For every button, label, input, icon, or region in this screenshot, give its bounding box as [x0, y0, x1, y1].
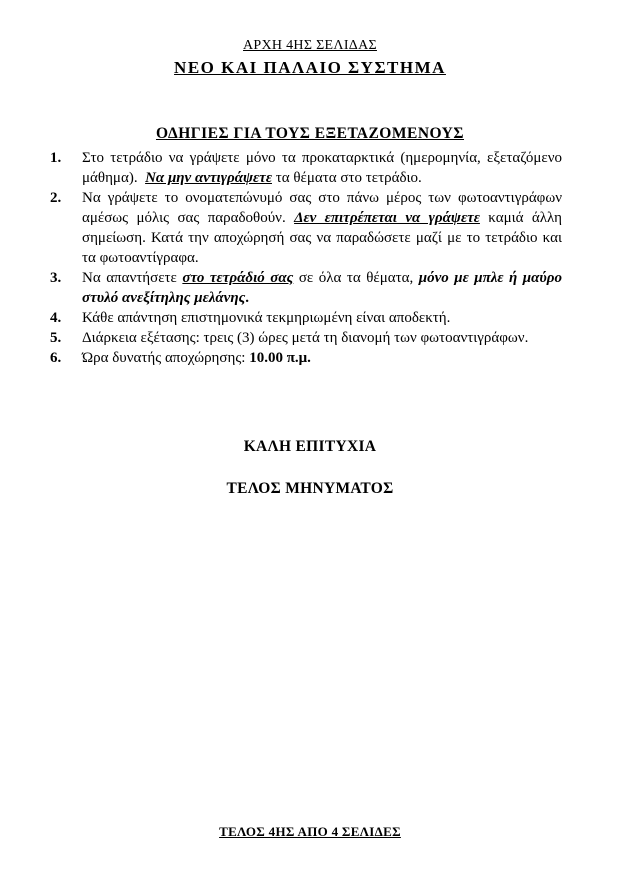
item-text: Διάρκεια εξέτασης: τρεις (3) ώρες μετά τη διανομή των φωτοαντιγράφων. — [82, 330, 529, 346]
item-emphasis: Να μην αντιγράψετε — [145, 170, 272, 186]
item-text: Ώρα δυνατής αποχώρησης: — [82, 350, 246, 366]
item-text: Κάθε απάντηση επιστημονικά τεκμηριωμένη είναι αποδεκτή. — [82, 310, 451, 326]
instruction-item-6 — [40, 348, 562, 368]
page-start-header: ΑΡΧΗ 4ΗΣ ΣΕΛΙΔΑΣ — [243, 38, 377, 53]
item-text: Να απαντήσετε — [82, 270, 177, 286]
item-number: 3. — [50, 270, 62, 286]
good-luck-text: ΚΑΛΗ ΕΠΙΤΥΧΙΑ — [243, 438, 377, 455]
instruction-item-3 — [40, 268, 562, 308]
end-message-text: ΤΕΛΟΣ ΜΗΝΥΜΑΤΟΣ — [226, 480, 394, 497]
item-text: Να γράψετε το ονοματεπώνυμό σας στο πάνω μέρος των φωτοαντιγράφων αμέσως μόλις σας παραδοθούν. — [82, 190, 562, 226]
item-text: σε όλα τα θέματα, — [298, 270, 414, 286]
item-emphasis: μόνο με μπλε ή μαύρο στυλό ανεξίτηλης μελάνης — [82, 270, 563, 306]
item-number: 2. — [50, 190, 62, 206]
item-emphasis: Δεν επιτρέπεται να γράψετε — [294, 210, 480, 226]
item-number: 1. — [50, 150, 62, 166]
instruction-item-5 — [40, 328, 562, 348]
item-text: καμιά άλλη σημείωση. Κατά την αποχώρησή σας να παραδώσετε μαζί με το τετράδιο και τα φωτοαντίγραφα. — [82, 210, 563, 266]
instructions-list — [40, 148, 562, 368]
item-text: . — [245, 290, 250, 306]
instruction-item-2 — [40, 188, 562, 268]
item-text: τα θέματα στο τετράδιο. — [275, 170, 422, 186]
item-emphasis: 10.00 π.μ. — [249, 350, 311, 366]
page-end-footer: ΤΕΛΟΣ 4ΗΣ ΑΠΟ 4 ΣΕΛΙΔΕΣ — [219, 824, 401, 839]
instructions-heading: ΟΔΗΓΙΕΣ ΓΙΑ ΤΟΥΣ ΕΞΕΤΑΖΟΜΕΝΟΥΣ — [155, 125, 465, 142]
item-emphasis: στο τετράδιό σας — [182, 270, 294, 286]
instruction-item-1 — [40, 148, 562, 188]
item-number: 4. — [50, 310, 62, 326]
item-number: 5. — [50, 330, 62, 346]
item-number: 6. — [50, 350, 62, 366]
instruction-item-4 — [40, 308, 562, 328]
document-title: ΝΕΟ ΚΑΙ ΠΑΛΑΙΟ ΣΥΣΤΗΜΑ — [174, 58, 446, 77]
item-text: Στο τετράδιο να γράψετε μόνο τα προκαταρκτικά (ημερομηνία, εξεταζόμενο μάθημα). — [82, 150, 562, 186]
